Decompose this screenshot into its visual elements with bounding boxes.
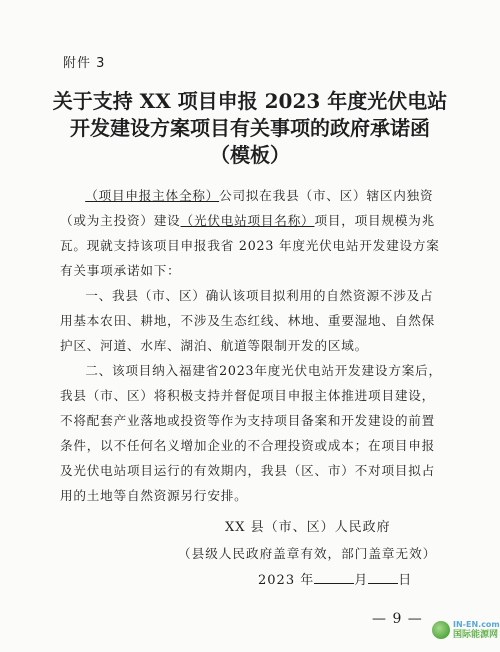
attachment-label: 附件 3	[63, 56, 106, 71]
watermark-domain: IN-EN.com	[453, 620, 500, 629]
subject-placeholder: （项目申报主体全称）	[85, 188, 220, 203]
month-blank	[314, 571, 354, 584]
title-line-3: （模板）	[210, 143, 290, 167]
intro-text-2: 项目，项目规模为兆瓦。现就支持该项目申报我省 2023 年度光伏电站开发建设方案有关事项承诺如下：	[60, 213, 440, 278]
day-blank	[368, 571, 398, 584]
document-title	[0, 88, 500, 169]
signature-government: XX 县（市、区）人民政府	[225, 520, 391, 535]
title-line-2: 开发建设方案项目有关事项的政府承诺函	[70, 116, 430, 140]
watermark-logo-icon	[432, 621, 450, 639]
watermark-name: 国际能源网	[453, 630, 499, 640]
paragraph-intro	[60, 183, 445, 283]
page-number: — 9 —	[372, 611, 423, 627]
paragraph-clause-2: 二、该项目纳入福建省2023年度光伏电站开发建设方案后，我县（市、区）将积极支持并督促项目申报主体推进项目建设，不将配套产业落地或投资等作为支持项目备案和开发建设的前置条件，以不任何名义增加企业的不合理投资或成本；在项目申报及光伏电站项目运行的有效期内，我县（区、市）不对项目拟占用的土地等自然资源另行安排。	[60, 363, 442, 503]
watermark	[432, 620, 500, 640]
date-month: 月	[354, 573, 369, 588]
project-placeholder: （光伏电站项目名称）	[180, 213, 315, 228]
date-year: 2023 年	[258, 573, 315, 588]
paragraph-clause-1: 一、我县（市、区）确认该项目拟利用的自然资源不涉及占用基本农田、耕地，不涉及生态红线、林地、重要湿地、自然保护区、河道、水库、湖泊、航道等限制开发的区域。	[60, 288, 436, 353]
signature-date	[258, 569, 412, 588]
title-line-1: 关于支持 XX 项目申报 2023 年度光伏电站	[52, 89, 448, 113]
intro-text-1: 公司拟在我县（市、区）辖区内独资（或为主投资）建设	[60, 188, 434, 228]
signature-note: （县级人民政府盖章有效，部门盖章无效）	[178, 546, 437, 561]
date-day: 日	[398, 573, 413, 588]
